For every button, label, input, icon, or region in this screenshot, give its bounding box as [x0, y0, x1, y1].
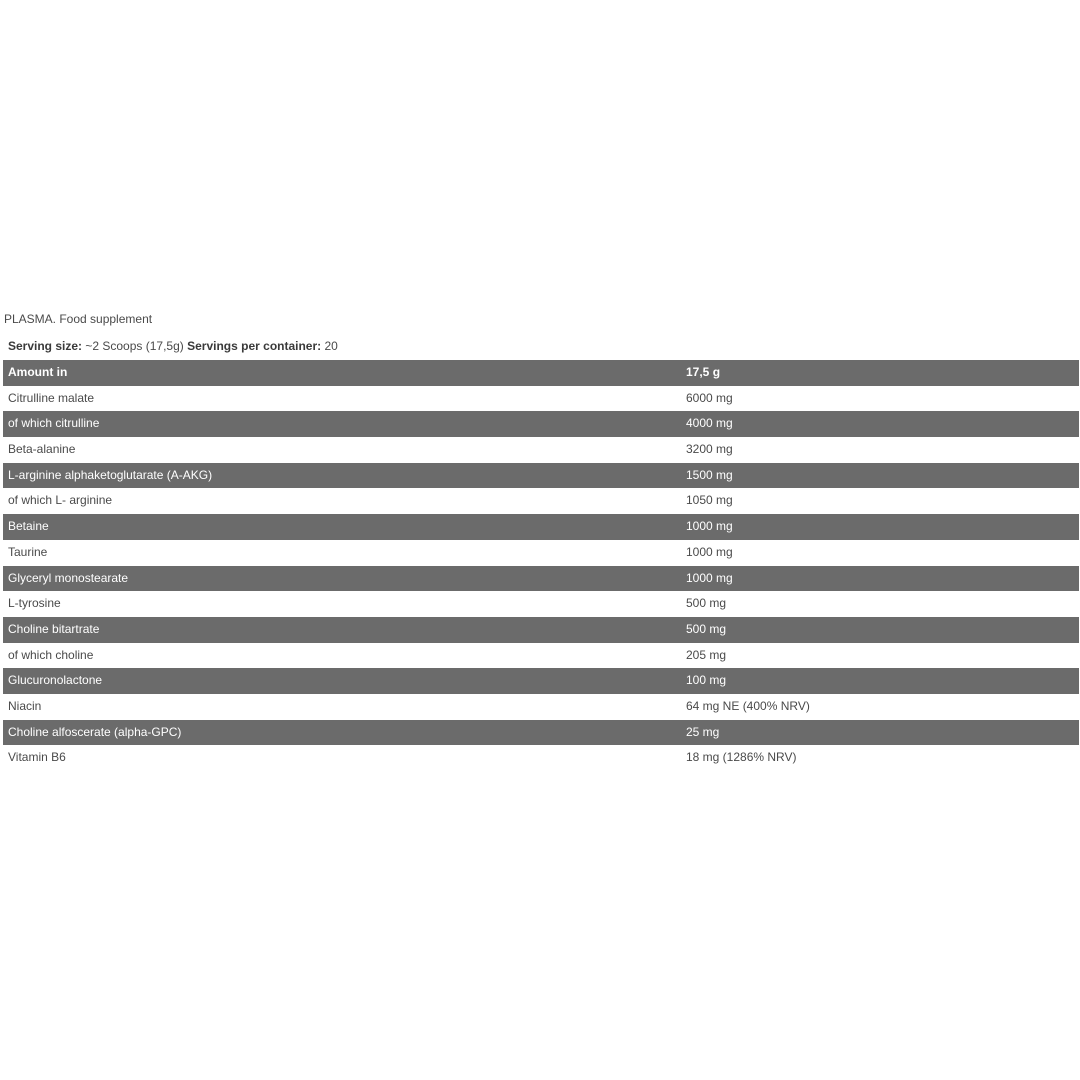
ingredient-amount: 18 mg (1286% NRV)	[686, 750, 797, 765]
ingredient-name: of which choline	[8, 647, 94, 662]
ingredient-amount: 1050 mg	[686, 493, 733, 508]
ingredient-name: Choline alfoscerate (alpha-GPC)	[8, 724, 182, 739]
ingredient-name: Citrulline malate	[8, 390, 95, 405]
ingredient-amount: 1000 mg	[686, 544, 733, 559]
table-row	[3, 437, 1079, 463]
ingredient-name: Beta-alanine	[8, 442, 76, 457]
table-row	[3, 386, 1079, 412]
table-row	[3, 745, 1079, 771]
ingredient-name: Betaine	[8, 519, 49, 534]
ingredient-name: L-arginine alphaketoglutarate (A-AKG)	[8, 467, 213, 482]
table-row	[3, 643, 1079, 669]
table-row	[3, 411, 1079, 437]
ingredient-name: Choline bitartrate	[8, 621, 100, 636]
table-row	[3, 514, 1079, 540]
ingredient-amount: 100 mg	[686, 673, 727, 688]
table-header-row	[3, 360, 1079, 386]
ingredient-amount: 3200 mg	[686, 442, 733, 457]
table-row	[3, 694, 1079, 720]
table-row	[3, 668, 1079, 694]
servings-per-container-label: Servings per container:	[187, 339, 322, 353]
table-row	[3, 720, 1079, 746]
product-title: PLASMA. Food supplement	[4, 312, 153, 326]
ingredient-name: Taurine	[8, 544, 48, 559]
ingredient-amount: 500 mg	[686, 621, 727, 636]
serving-size-label: Serving size:	[8, 339, 83, 353]
ingredient-amount: 6000 mg	[686, 390, 733, 405]
serving-info	[8, 339, 338, 353]
ingredient-amount: 4000 mg	[686, 416, 733, 431]
ingredient-name: Glucuronolactone	[8, 673, 103, 688]
table-row	[3, 617, 1079, 643]
table-row	[3, 540, 1079, 566]
ingredient-amount: 64 mg NE (400% NRV)	[686, 698, 810, 713]
ingredient-amount: 500 mg	[686, 596, 727, 611]
table-row	[3, 566, 1079, 592]
ingredient-name: of which L- arginine	[8, 493, 113, 508]
ingredient-name: L-tyrosine	[8, 596, 61, 611]
table-row	[3, 488, 1079, 514]
nutrition-table	[3, 360, 1079, 771]
servings-per-container-value: 20	[321, 339, 338, 353]
header-name-cell: Amount in	[8, 365, 68, 379]
header-amount-cell: 17,5 g	[686, 365, 721, 379]
ingredient-amount: 1500 mg	[686, 467, 733, 482]
table-row	[3, 463, 1079, 489]
ingredient-name: Vitamin B6	[8, 750, 66, 765]
ingredient-amount: 205 mg	[686, 647, 727, 662]
table-row	[3, 591, 1079, 617]
serving-size-value: ~2 Scoops (17,5g)	[82, 339, 188, 353]
ingredient-name: of which citrulline	[8, 416, 100, 431]
ingredient-amount: 25 mg	[686, 724, 720, 739]
ingredient-amount: 1000 mg	[686, 570, 733, 585]
ingredient-amount: 1000 mg	[686, 519, 733, 534]
ingredient-name: Niacin	[8, 698, 42, 713]
ingredient-name: Glyceryl monostearate	[8, 570, 129, 585]
